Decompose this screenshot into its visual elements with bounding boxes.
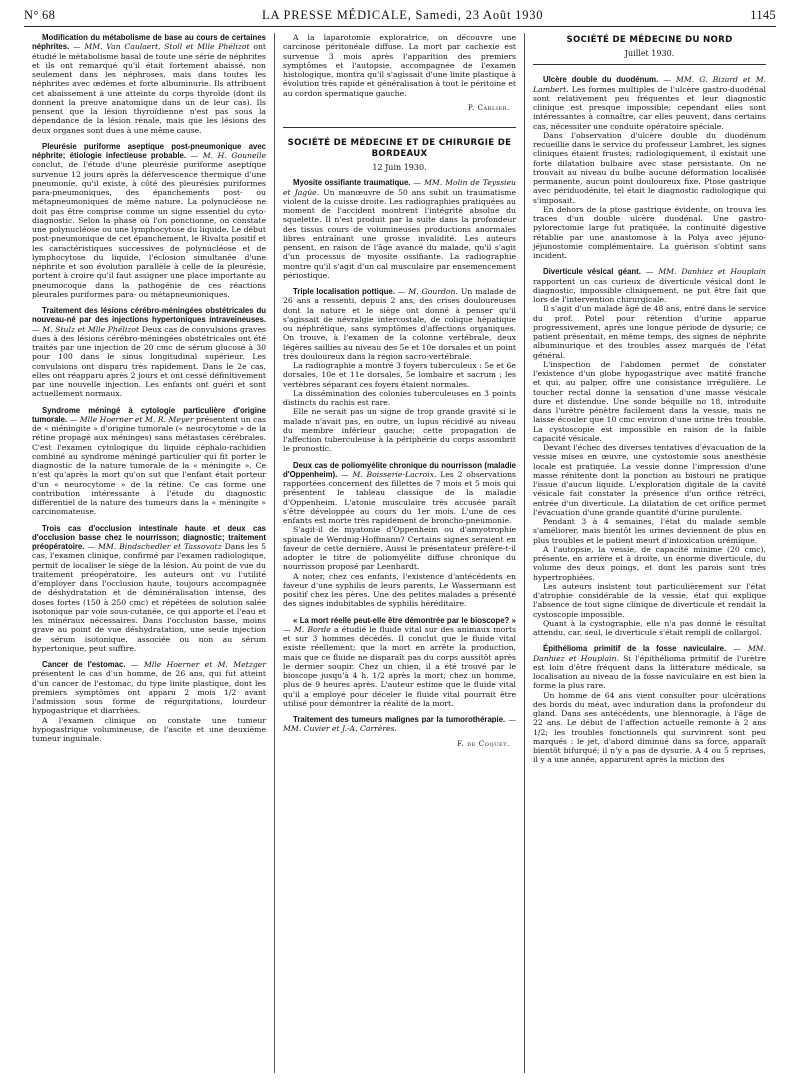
- running-header: [24, 8, 776, 27]
- article-authors: M. Gourdon.: [408, 287, 458, 296]
- article-paragraph: Épithélioma primitif de la fosse naviculaire. — MM. Danhiez et Houplain. Si l'épithélioma primitif de l'urètre est loin d'être fréquent dans la littérature médicale, sa localisation au niveau de la fosse naviculaire en est bien la forme la plus rare.: [533, 644, 766, 691]
- article-body: Un homme de 64 ans vient consulter pour ulcérations des bords du méat, avec induration dans la profondeur du gland. Dans ses antécédents, une blennoragie, à l'âge de 22 ans. Le début de l'affection actuelle remonte à 2 ans 1/2; les troubles fonctionnels qui survinrent sont peu marqués : le jet, d'abord diminué dans sa force, apparaît bientôt bifurqué; il n'y a pas de dysurie. A 4 ou 5 reprises, il y a une année, apparurent après la miction des: [533, 690, 766, 765]
- article-body: A noter, chez ces enfants, l'existence d'antécédents en faveur d'une syphilis de leurs parents. Le Wassermann est positif chez les pères. Une des petites malades a présenté des signes indubitables de syphilis héréditaire.: [283, 571, 516, 609]
- article-authors: MM. Bindschedler et Tassovatz: [98, 542, 222, 551]
- paragraph: [533, 545, 766, 582]
- section-date: Juillet 1930.: [624, 49, 675, 58]
- column-1: [24, 33, 274, 1073]
- paragraph: [283, 572, 516, 609]
- section-date: 12 Juin 1930.: [372, 163, 427, 172]
- article-body: Les auteurs insistent tout particulièrement sur l'état d'atrophie considérable de la vessie, état qui explique l'absence de tout signe clinique de diverticule et rendait la cystoscopie impossible.: [533, 581, 766, 619]
- article-title: Trois cas d'occlusion intestinale haute et deux cas d'occlusion basse chez le nourrisson; diagnostic; traitement préopératoire.: [32, 523, 266, 551]
- section-title: SOCIÉTÉ DE MÉDECINE DU NORD: [566, 35, 733, 45]
- signature-coquet: F. de Coquet.: [457, 739, 510, 748]
- article-paragraph: Trois cas d'occlusion intestinale haute et deux cas d'occlusion basse chez le nourrisson; diagnostic; traitement préopératoire. — MM. Bindschedler et Tassovatz Dans les 5 cas, l'examen clinique, confirmé par l'examen radiologique, permit de localiser le siège de la lésion. Au point de vue du traitement préopératoire, les auteurs ont vu l'utilité d'employer dans l'occlusion haute, toujours accompagnée de déshydratation et de déminéralisation intense, des doses fortes (150 à 250 cmc) et répétées de solution salée isotonique par voie sous-cutanée, ce qui apporte et l'eau et les minéraux nécessaires. Dans l'occlusion basse, moins grave au point de vue déshydratation, une seule injection de sérum isotonique, associée ou non au sérum hypertonique, peut suffire.: [32, 523, 267, 653]
- article-body: Les 2 observations rapportées concernent des fillettes de 7 mois et 5 mois qui présentent le tableau classique de la maladie d'Oppenheim. L'atonie musculaire très accusée paraît s'être développée au cours du 1er mois. L'une de ces enfants est morte très rapidement de broncho-pneumonie.: [283, 469, 516, 525]
- article-title: Pleurésie puriforme aseptique post-pneumonique avec néphrite; étiologie infectieuse probable.: [32, 141, 266, 160]
- article-title: Ulcère double du duodénum.: [543, 75, 659, 85]
- article-body: La dissémination des colonies tuberculeuses en 3 points distincts du rachis est rare.: [283, 388, 516, 407]
- article-paragraph: Triple localisation pottique. — M. Gourdon. Un malade de 26 ans a ressenti, depuis 2 ans, des crises douloureuses dont la nature et le siège ont donné à penser qu'il s'agissait de névralgie intercostale, de colique hépatique ou néphrétique, sans symptômes d'affections organiques. On trouve, à l'examen de la colonne vertébrale, deux légères saillies au niveau des 5e et 10e dorsales et un point très douloureux dans la région sacro-vertébrale.: [283, 287, 516, 361]
- article-paragraph: Modification du métabolisme de base au cours de certaines néphrites. — MM. Van Caulaert, Stoll et Mlle Phélizot ont étudié le métabolisme basal de toute une série de néphrites et ils ont remarqué qu'il était fortement abaissé, non seulement dans les néphroses, mais dans toutes les néphrites avec œdèmes et forte albuminurie. Ils attribuent cet abaissement à une atteinte du corps thyroïde (dont ils donnent la preuve anatomique dans un de leur cas). Ils pensent que la lésion thyroïdienne n'est pas sous la dépendance de la lésion rénale, mais que les lésions des deux organes sont dues à une même cause.: [32, 33, 267, 135]
- article-title: Syndrome méningé à cytologie particulière d'origine tumorale.: [32, 405, 266, 424]
- article-body: Pendant 3 à 4 semaines, l'état du malade semble s'améliorer, mais bientôt les urines deviennent de plus en plus troubles et le patient meurt d'intoxication urémique.: [533, 517, 766, 545]
- paragraph: [533, 619, 766, 638]
- article-title: Cancer de l'estomac.: [42, 660, 126, 669]
- article-title: Triple localisation pottique.: [293, 287, 395, 296]
- article-body: En dehors de la ptose gastrique évidente, on trouva les traces d'un double ulcère duodénal. Une gastro-pylorectomie large fut pratiquée, la continuité digestive rétablie par une anastomose à la Polya avec jéjuno-jéjunostomie complémentaire. La guérison s'obtint sans incident.: [533, 204, 766, 260]
- article-authors: M. H. Gounelle: [202, 151, 267, 160]
- paragraph: [533, 443, 766, 517]
- article-body: A l'autopsie, la vessie, de capacité minime (20 cmc), présente, en arrière et à droite, un énorme diverticule, du volume des deux poings, et dont les parois sont très hypertrophiées.: [533, 544, 766, 582]
- column-2-articles: [283, 178, 516, 733]
- article-authors: MM. Molin de Teyssieu et Jagüe.: [283, 178, 516, 197]
- article-body: Devant l'échec des diverses tentatives d'évacuation de la vessie mises en œuvre, une cystostomie sous anesthésie locale est pratiquée. La vessie donne l'impression d'une masse rénitente dont la ponction au bistouri ne pratique l'issue d'aucun liquide. L'exploration digitale de la cavité vésicale fait constater la présence d'un orifice rétréci, entrée d'un diverticule. La dilatation de cet orifice permet l'évacuation d'une grande quantité d'urine purulente.: [533, 443, 766, 517]
- article-title: Traitement des tumeurs malignes par la tumorothérapie.: [293, 715, 506, 724]
- article-body: ont étudié le métabolisme basal de toute une série de néphrites et ils ont remarqué qu'il était fortement abaissé, non seulement dans les néphroses, mais dans toutes les néphrites avec œdèmes et forte albuminurie. Ils attribuent cet abaissement à une atteinte du corps thyroïde (dont ils donnent la preuve anatomique dans un de leur cas). Ils pensent que la lésion thyroïdienne n'est pas sous la dépendance de la lésion rénale, mais que les lésions des deux organes sont dues à une même cause.: [32, 42, 267, 135]
- article-paragraph: Syndrome méningé à cytologie particulière d'origine tumorale. — Mlle Hoerner et M. R. Meyer présentent un cas de « méningite » d'origine tumorale (« neurocytome » de la rétine propagé aux méninges) sans métastases cérébrales. C'est l'examen cytologique du liquide céphalo-rachidien combiné au syndrome méningé particulier qui fit porter le diagnostic de la nature tumorale de la « méningite ». Ce n'est qu'après la mort qu'on sut que l'enfant était porteur d'un « neurocytome » de la rétine. Ce cas forme une contribution intéressante à l'étude du diagnostic différentiel de la nature des tumeurs dans la « méningite » carcinomateuse.: [32, 405, 266, 517]
- article-paragraph: Pleurésie puriforme aseptique post-pneumonique avec néphrite; étiologie infectieuse probable. — M. H. Gounelle conclut, de l'étude d'une pleurésie puriforme aseptique survenue 12 jours après la défervescence thermique d'une pneumonie, qu'il existe, à côté des pleurésies puriformes para-pneumoniques, des épanchements post- ou métapneumoniques de même nature. La polynucléose ne doit pas être comprise comme un signe essentiel du cyto-diagnostic. Selon la phase où l'on ponctionne, on constate une polynucléose ou une lymphocytose du liquide. Le début post-pneumonique de cet épanchement, le Rivalta positif et les caractéristiques successives de polynucléose et de lymphocytose du liquide, l'éclosion simultanée d'une néphrite et son évolution parallèle à celle de la pleurésie, portent à croire qu'il faut assigner une place importante au pneumocoque dans la pathogénie de ces réactions pleurales puriformes para- ou métapneumoniques.: [32, 141, 267, 299]
- paragraph: [533, 360, 766, 443]
- journal-title: LA PRESSE MÉDICALE, Samedi, 23 Août 1930: [262, 8, 544, 22]
- section-divider: [533, 64, 766, 65]
- paragraph: [283, 407, 516, 453]
- article-body: Quant à la cystographie, elle n'a pas donné le résultat attendu, car, seul, le diverticule s'était rempli de collargol.: [533, 618, 766, 637]
- article-paragraph: Ulcère double du duodénum. — MM. G. Bizard et M. Lambert. Les formes multiples de l'ulcère gastro-duodénal sont relativement peu fréquentes et leur diagnostic clinique est presque impossible; cependant elles sont intéressantes à connaître, car elles peuvent, dans certains cas, nécessiter une conduite opératoire spéciale.: [533, 75, 767, 131]
- article-title: Myosite ossifiante traumatique.: [293, 178, 411, 188]
- article-authors: M. Borde: [293, 624, 331, 634]
- article-body: Les formes multiples de l'ulcère gastro-duodénal sont relativement peu fréquentes et leur diagnostic clinique est presque impossible; cependant elles sont intéressantes à connaître, car elles peuvent, dans certains cas, nécessiter une conduite opératoire spéciale.: [533, 84, 766, 131]
- paragraph: [283, 361, 516, 389]
- article-authors: MM. Van Caulaert, Stoll et Mlle Phélizot: [84, 42, 250, 52]
- article-authors: MM. Cuvier et J.-A. Carrères.: [283, 724, 397, 734]
- article-authors: M. Boisserie-Lacroix.: [352, 469, 437, 479]
- article-body: A l'examen clinique on constate une tumeur hypogastrique volumineuse, de l'ascite et une deuxième tumeur inguinale.: [32, 715, 266, 743]
- article-title: Diverticule vésical géant.: [543, 267, 641, 277]
- article-body: rapportent un cas curieux de diverticule vésical dont le diagnostic, impossible cliniquement, ne put être fait que lors de l'intervention chirurgicale.: [533, 276, 766, 304]
- article-paragraph: Traitement des tumeurs malignes par la tumorothérapie. — MM. Cuvier et J.-A. Carrères.: [283, 715, 516, 734]
- article-title: Épithélioma primitif de la fosse naviculaire.: [543, 644, 727, 654]
- article-paragraph: « La mort réelle peut-elle être démontrée par le bioscope? » — M. Borde a étudié le fluide vital sur des animaux morts et sur 3 hommes décédés. Il conclut que le fluide vital existe réellement; que la mort en arrête la production, mais que ce fluide ne disparaît pas du corps aussitôt après le dernier soupir. Chez un chien, il a été trouvé par le bioscope jusqu'à 4 h. 1/2 après la mort; chez un homme, plus de 9 heures après. L'auteur estime que le fluide vital qu'il a employé pour déceler le fluide vital pourrait être utilisé pour démontrer la réalité de la mort.: [283, 615, 517, 708]
- article-body: S'agit-il de myatonie d'Oppenheim ou d'amyotrophie spinale de Werdnig-Hoffmann? Certains signes seraient en faveur de cette dernière. Aussi le présentateur préfère-t-il adopter le titre de poliomyélite diffuse chronique du nourrisson proposé par Leenhardt.: [283, 525, 516, 572]
- article-body: conclut, de l'étude d'une pleurésie puriforme aseptique survenue 12 jours après la défervescence thermique d'une pneumonie, qu'il existe, à côté des pleurésies puriformes para-pneumoniques, des épanchements post- ou métapneumoniques de même nature. La polynucléose ne doit pas être comprise comme un signe essentiel du cyto-diagnostic. Selon la phase où l'on ponctionne, on constate une polynucléose ou une lymphocytose du liquide. Le début post-pneumonique de cet épanchement, le Rivalta positif et les caractéristiques successives de polynucléose et de lymphocytose du liquide, l'éclosion simultanée d'une néphrite et son évolution parallèle à celle de la pleurésie, portent à croire qu'il faut assigner une place importante au pneumocoque dans la pathogénie de ces réactions pleurales puriformes para- ou métapneumoniques.: [32, 160, 266, 299]
- section-title: SOCIÉTÉ DE MÉDECINE ET DE CHIRURGIE DE BORDEAUX: [287, 138, 512, 159]
- paragraph: [533, 691, 766, 765]
- article-body: La radiographie a montré 3 foyers tuberculeux : 5e et 6e dorsales, 10e et 11e dorsales, 5e lombaire et sacrum ; les vertèbres séparant ces foyers étaient normales.: [283, 361, 516, 389]
- article-paragraph: Myosite ossifiante traumatique. — MM. Molin de Teyssieu et Jagüe. Un manœuvre de 50 ans subit un traumatisme violent de la cuisse droite. Les radiographies pratiquées au moment de l'accident montrent l'intégrité absolue du squelette. Il n'est produit par la suite dans la profondeur des tissus cours de volumineuses productions anormales libres entraînant une grosse invalidité. Les auteurs pensent, en raison de l'âge avancé du malade, qu'il s'agit d'un processus de myosite ossifiante. La radiographie montre qu'il s'agit d'un cal musculaire par ensemencement périostique.: [283, 178, 516, 280]
- article-body: présentent le cas d'un homme, de 26 ans, qui fut atteint d'un cancer de l'estomac, du type linite plastique, dont les premiers symptômes ont apparu 2 mois 1/2 avant l'admission sous forme de régurgitations, lourdeur hypogastrique et diarrhées.: [32, 669, 266, 716]
- article-body: a étudié le fluide vital sur des animaux morts et sur 3 hommes décédés. Il conclut que le fluide vital existe réellement; que la mort en arrête la production, mais que ce fluide ne disparaît pas du corps aussitôt après le dernier soupir. Chez un chien, il a été trouvé par le bioscope jusqu'à 4 h. 1/2 après la mort; chez un homme, plus de 9 heures après. L'auteur estime que le fluide vital qu'il a employé pour déceler le fluide vital pourrait être utilisé pour démontrer la réalité de la mort.: [283, 624, 517, 708]
- article-body: Elle ne serait pas un signe de trop grande gravité si le malade n'avait pas, en outre, un lupus récidivé au niveau du membre inférieur gauche; cette propagation de l'affection tuberculeuse à la périphérie du corps assombrit le pronostic.: [283, 407, 516, 454]
- section-heading-nord: [533, 35, 766, 58]
- paragraph: [32, 716, 266, 744]
- article-paragraph: Cancer de l'estomac. — Mlle Hoerner et M. Metzger présentent le cas d'un homme, de 26 ans, qui fut atteint d'un cancer de l'estomac, du type linite plastique, dont les premiers symptômes ont apparu 2 mois 1/2 avant l'admission sous forme de régurgitations, lourdeur hypogastrique et diarrhées.: [32, 660, 266, 716]
- article-body: présentent un cas de « méningite » d'origine tumorale (« neurocytome » de la rétine propagé aux méninges) sans métastases cérébrales. C'est l'examen cytologique du liquide céphalo-rachidien combiné au syndrome méningé particulier qui fit porter le diagnostic de la nature tumorale de la « méningite ». Ce n'est qu'après la mort qu'on sut que l'enfant était porteur d'un « neurocytome » de la rétine. Ce cas forme une contribution intéressante à l'étude du diagnostic différentiel de la nature des tumeurs dans la « méningite » carcinomateuse.: [32, 414, 266, 517]
- article-title: Traitement des lésions cérébro-méningées obstétricales du nouveau-né par des injections hypertoniques intraveineuses.: [32, 306, 266, 325]
- columns: [24, 33, 776, 1073]
- article-ending: A la laparotomie exploratrice, on découvre une carcinose péritonéale diffuse. La mort par cachexie est survenue 3 mois après l'apparition des premiers symptômes et l'autopsie, accompagnée de l'examen histologique, montra qu'il s'agissait d'une linite plastique à évolution très rapide et généralisation à tout le péritoine et au cordon spermatique gauche.: [283, 33, 516, 98]
- article-title: « La mort réelle peut-elle être démontrée par le bioscope? »: [293, 615, 516, 625]
- section-heading-bordeaux: [283, 127, 516, 172]
- column-3-articles: [533, 75, 766, 764]
- article-body: Un malade de 26 ans a ressenti, depuis 2 ans, des crises douloureuses dont la nature et le siège ont donné à penser qu'il s'agissait de névralgie intercostale, de colique hépatique ou néphrétique, sans symptômes d'affections organiques. On trouve, à l'examen de la colonne vertébrale, deux légères saillies au niveau des 5e et 10e dorsales et un point très douloureux dans la région sacro-vertébrale.: [283, 287, 516, 361]
- article-authors: MM. Danhiez et Houplain: [658, 267, 766, 277]
- article-title: Modification du métabolisme de base au cours de certaines néphrites.: [32, 33, 266, 52]
- article-paragraph: Deux cas de poliomyélite chronique du nourrisson (maladie d'Oppenheim). — M. Boisserie-Lacroix. Les 2 observations rapportées concernent des fillettes de 7 mois et 5 mois qui présentent le tableau classique de la maladie d'Oppenheim. L'atonie musculaire très accusée paraît s'être développée au cours du 1er mois. L'une de ces enfants est morte très rapidement de broncho-pneumonie.: [283, 460, 516, 525]
- paragraph: [533, 131, 766, 205]
- page-number: 1145: [750, 8, 776, 22]
- article-title: Deux cas de poliomyélite chronique du nourrisson (maladie d'Oppenheim).: [283, 460, 516, 479]
- article-authors: Mlle Hoerner et M. R. Meyer: [79, 414, 194, 424]
- issue-number: N° 68: [24, 8, 56, 22]
- paragraph: [533, 582, 766, 619]
- paragraph: [533, 205, 766, 261]
- column-2: [274, 33, 524, 1073]
- article-body: L'inspection de l'abdomen permet de constater l'existence d'un globe hypogastrique avec matité franche et qui, au palper, offre une consistance irrégulière. Le toucher rectal donne la sensation d'une masse vésicale dure et distendue. Une sonde béquille no 18, introduite dans l'urètre pénètre facilement dans la vessie, mais ne laisse écouler que 10 cmc environ d'une urine très trouble. La cystoscopie est impossible en raison de la faible capacité vésicale.: [533, 359, 766, 443]
- article-body: Dans l'observation d'ulcère double du duodénum recueillie dans le service du professeur Lambret, les signes cliniques étaient frustes; radiologiquement, il existait une forte dilatation bulbaire avec stase persistante. On ne trouvait au niveau du bulbe aucune déformation localisée permanente, aucun point douloureux fixe. Ptose gastrique avec périduodénite, tel était le diagnostic radiologique qui s'imposait.: [533, 130, 766, 205]
- signature-carlier: P. Carlier.: [467, 103, 510, 112]
- article-paragraph: Diverticule vésical géant. — MM. Danhiez et Houplain rapportent un cas curieux de diverticule vésical dont le diagnostic, impossible cliniquement, ne put être fait que lors de l'intervention chirurgicale.: [533, 267, 766, 304]
- paragraph: [283, 389, 516, 408]
- article-body: Deux cas de convulsions graves dues à des lésions cérébro-méningées obstétricales ont été traités par une injection de 20 cmc de sérum glucosé à 30 pour 100 dans le sinus longitudinal supérieur. Les convulsions ont disparu très rapidement. Dans le 2e cas, elles ont réapparu après 2 jours et ont cessé définitivement par une nouvelle injection. Les enfants ont guéri et sont actuellement normaux.: [32, 324, 266, 399]
- article-paragraph: Traitement des lésions cérébro-méningées obstétricales du nouveau-né par des injections hypertoniques intraveineuses. — M. Stulz et Mlle Phélizot Deux cas de convulsions graves dues à des lésions cérébro-méningées obstétricales ont été traités par une injection de 20 cmc de sérum glucosé à 30 pour 100 dans le sinus longitudinal supérieur. Les convulsions ont disparu très rapidement. Dans le 2e cas, elles ont réapparu après 2 jours et ont cessé définitivement par une nouvelle injection. Les enfants ont guéri et sont actuellement normaux.: [32, 306, 266, 399]
- article-body: Il s'agit d'un malade âgé de 48 ans, entré dans le service du prof. Potel pour rétention d'urine apparue progressivement, après une longue période de dysurie; ce patient présentait, en même temps, des signes de néphrite albuminurique et des troubles assez marqués de l'état général.: [533, 304, 766, 360]
- paragraph: [533, 304, 766, 360]
- article-authors: MM. G. Bizard et M. Lambert.: [533, 75, 767, 94]
- column-3: [524, 33, 774, 1073]
- article-authors: Mlle Hoerner et M. Metzger: [143, 660, 266, 669]
- article-body: Un manœuvre de 50 ans subit un traumatisme violent de la cuisse droite. Les radiographies pratiquées au moment de l'accident montrent l'intégrité absolue du squelette. Il n'est produit par la suite dans la profondeur des tissus cours de volumineuses productions anormales libres entraînant une grosse invalidité. Les auteurs pensent, en raison de l'âge avancé du malade, qu'il s'agit d'un processus de myosite ossifiante. La radiographie montre qu'il s'agit d'un cal musculaire par ensemencement périostique.: [283, 187, 516, 280]
- article-authors: M. Stulz et Mlle Phélizot: [42, 324, 140, 334]
- paragraph: [533, 517, 766, 545]
- article-body: Si l'épithélioma primitif de l'urètre est loin d'être fréquent dans la littérature médicale, sa localisation au niveau de la fosse naviculaire en est bien la forme la plus rare.: [533, 653, 766, 691]
- article-authors: MM. Danhiez et Houplain.: [533, 644, 766, 663]
- paragraph: [283, 525, 516, 571]
- article-body: Dans les 5 cas, l'examen clinique, confirmé par l'examen radiologique, permit de localiser le siège de la lésion. Au point de vue du traitement préopératoire, les auteurs ont vu l'utilité d'employer dans l'occlusion haute, toujours accompagnée de déshydratation et de déminéralisation intense, des doses fortes (150 à 250 cmc) et répétées de solution salée isotonique par voie sous-cutanée, ce qui apporte et l'eau et les minéraux nécessaires. Dans l'occlusion basse, moins grave au point de vue déshydratation, une seule injection de sérum isotonique, associée ou non au sérum hypertonique, peut suffire.: [32, 542, 267, 653]
